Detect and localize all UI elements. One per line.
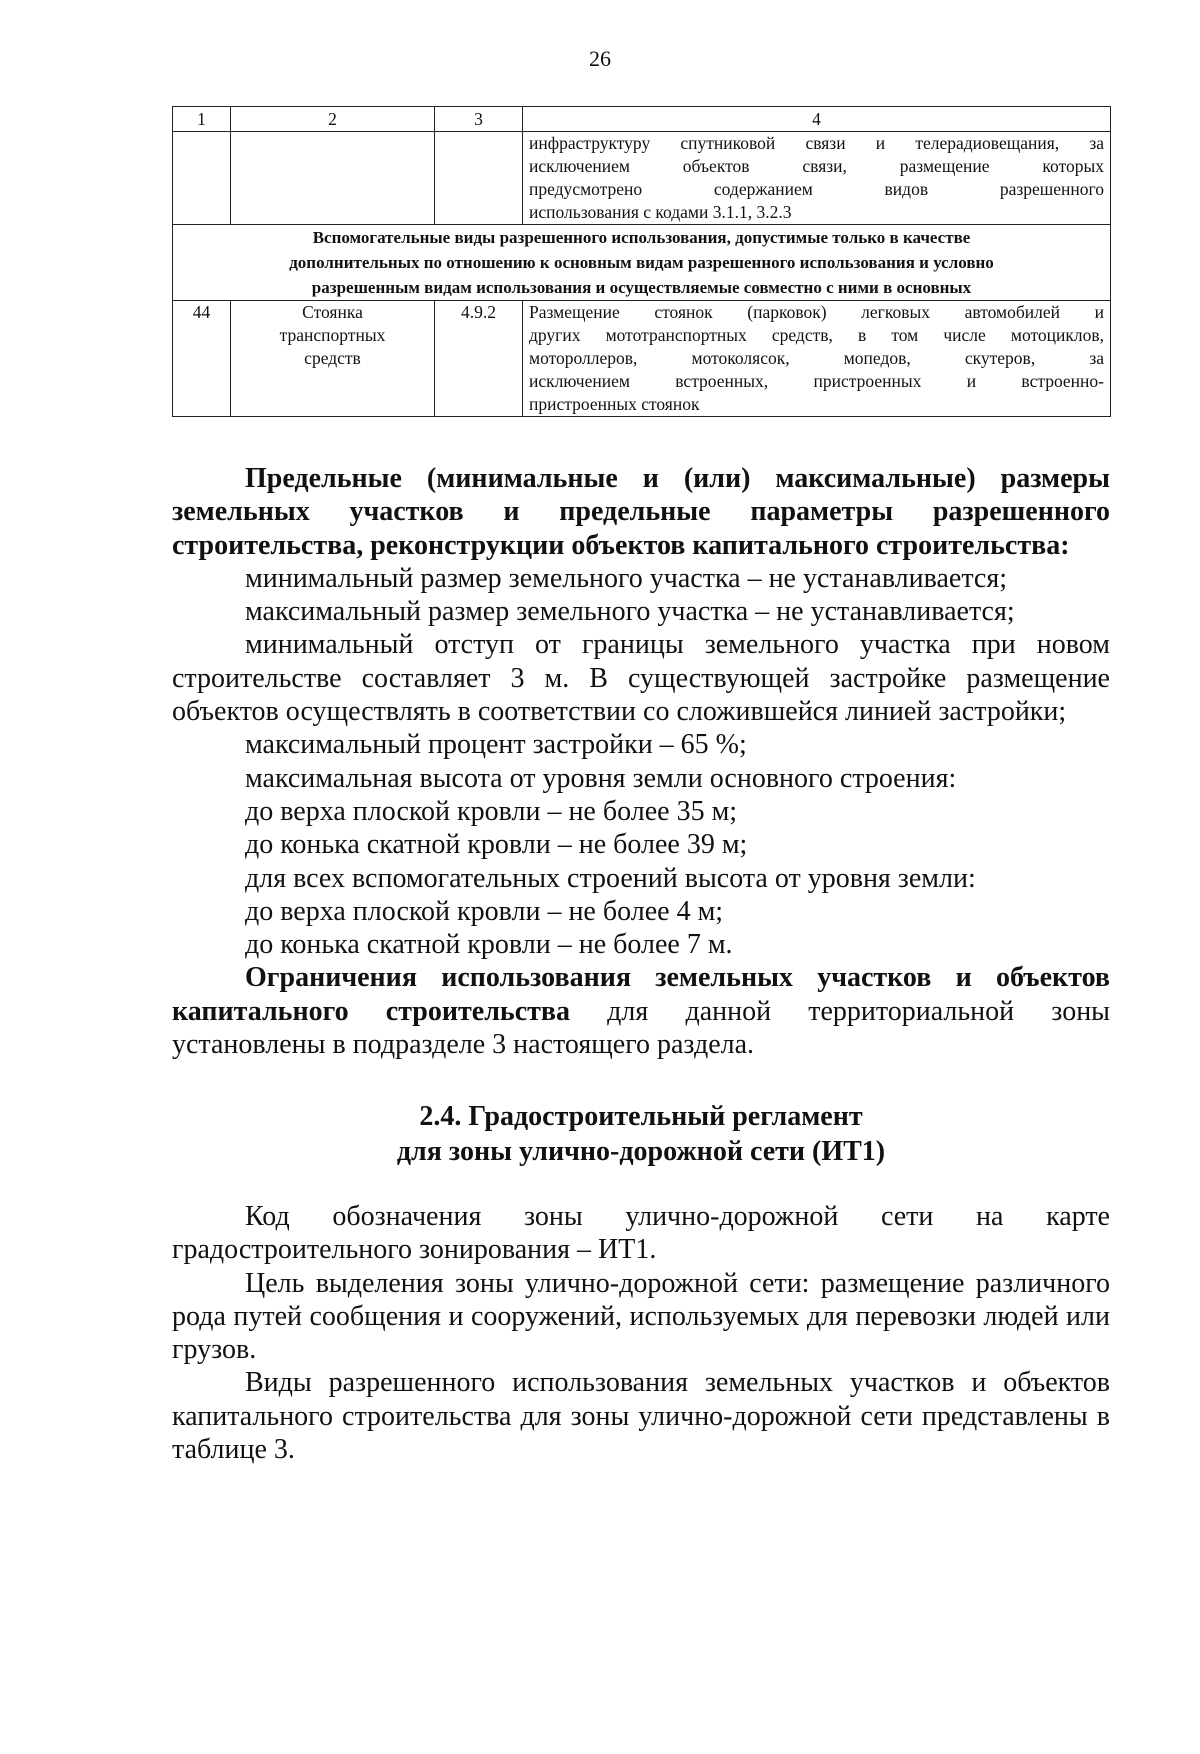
section-heading [172,1099,1110,1169]
name-line: транспортных [279,325,386,345]
desc-line: инфраструктуру спутниковой связи и телерадиовещания, за [529,133,1104,153]
limit-item: до верха плоской кровли – не более 4 м; [245,895,724,927]
header-col-4: 4 [523,107,1111,132]
page-number: 26 [589,46,611,71]
desc-line: пристроенных стоянок [529,394,700,414]
name-line: средств [304,348,361,368]
table-row-auxiliary-heading [173,225,1111,301]
aux-line: разрешенным видам использования и осуществляемые совместно с ними в основных [311,278,972,297]
section-paragraph: Виды разрешенного использования земельных участков и объектов капитального строительства для зоны улично-дорожной сети представлены в таблице 3. [172,1367,1110,1466]
limit-item: максимальная высота от уровня земли основного строения: [245,762,957,794]
desc-line: исключением объектов связи, размещение которых [529,156,1104,176]
land-use-table [172,106,1111,417]
limit-item: до конька скатной кровли – не более 7 м. [245,929,733,961]
desc-line: мотороллеров, мотоколясок, мопедов, скутеров, за [529,348,1104,368]
limits-block [172,462,1110,1061]
limit-item: до верха плоской кровли – не более 35 м; [245,795,738,827]
use-description [523,301,1111,417]
limits-heading: Предельные (минимальные и (или) максимальные) размеры земельных участков и предельные параметры разрешенного строительства, реконструкции объектов капитального строительства: [172,463,1110,561]
auxiliary-heading [173,225,1111,301]
limit-item: минимальный размер земельного участка – не устанавливается; [245,562,1008,594]
aux-line: дополнительных по отношению к основным видам разрешенного использования и условно [289,253,994,272]
table-row-44 [173,301,1111,417]
desc-line: предусмотрено содержанием видов разрешенного [529,179,1104,199]
table-header-row [173,107,1111,132]
section-body [172,1200,1110,1466]
desc-line: использования с кодами 3.1.1, 3.2.3 [529,202,792,222]
use-name [231,301,435,417]
restrictions-rest: для данной территориальной зоны установлены в подразделе 3 настоящего раздела. [172,995,1110,1061]
section-paragraph: Код обозначения зоны улично-дорожной сети на карте градостроительного зонирования – ИТ1. [172,1201,1110,1266]
name-line: Стоянка [302,302,363,322]
desc-line: исключением встроенных, пристроенных и встроенно- [529,371,1104,391]
limit-item: максимальный процент застройки – 65 %; [245,729,747,761]
section-title-line-2: для зоны улично-дорожной сети (ИТ1) [396,1136,886,1167]
continuation-description [523,132,1111,225]
desc-line: других мототранспортных средств, в том числе мотоциклов, [529,325,1104,345]
table-row-continuation [173,132,1111,225]
use-code: 4.9.2 [435,301,523,417]
limit-item: для всех вспомогательных строений высота от уровня земли: [245,862,976,894]
empty-cell [231,132,435,225]
restrictions-bold: Ограничения использования земельных участков и объектов капитального строительства [172,962,1110,1027]
restrictions-paragraph [172,961,1110,1061]
empty-cell [435,132,523,225]
limit-item: максимальный размер земельного участка – не устанавливается; [245,596,1015,628]
aux-line: Вспомогательные виды разрешенного использования, допустимые только в качестве [312,228,971,247]
section-title-line-1: 2.4. Градостроительный регламент [419,1101,863,1132]
limit-item: минимальный отступ от границы земельного участка при новом строительстве составляет 3 м. В существующей застройке размещение объектов осуществлять в соответствии со сложившейся линией застройки; [172,629,1110,728]
desc-line: Размещение стоянок (парковок) легковых автомобилей и [529,302,1104,322]
limit-item: до конька скатной кровли – не более 39 м; [245,829,748,861]
row-number: 44 [173,301,231,417]
header-col-3: 3 [435,107,523,132]
section-paragraph: Цель выделения зоны улично-дорожной сети: размещение различного рода путей сообщения и сооружений, используемых для перевозки людей или грузов. [172,1267,1110,1366]
header-col-1: 1 [173,107,231,132]
header-col-2: 2 [231,107,435,132]
empty-cell [173,132,231,225]
